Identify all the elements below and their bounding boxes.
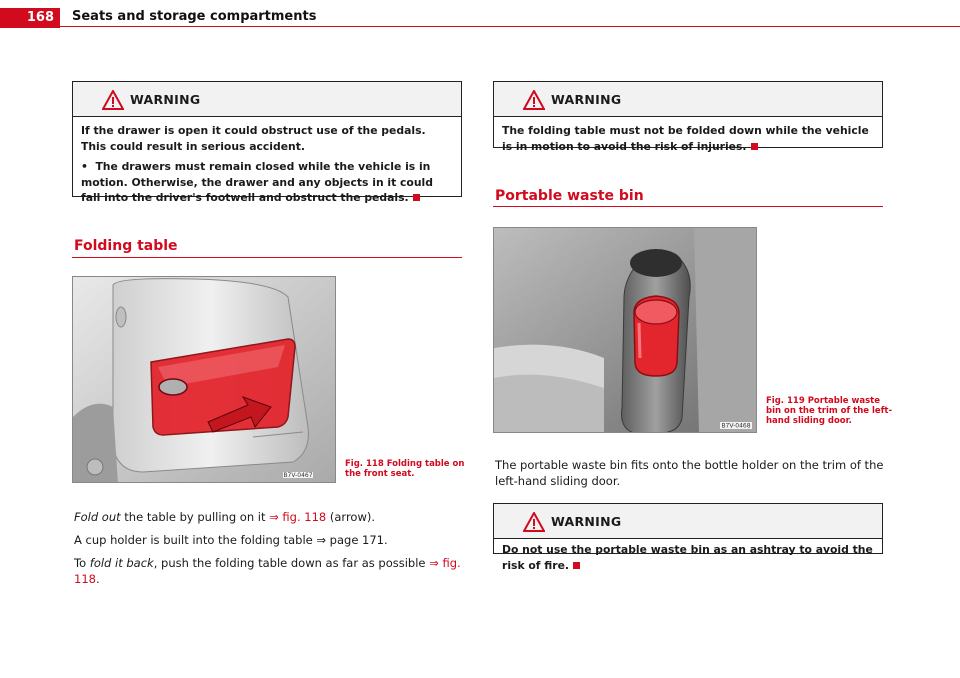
warning-triangle-icon <box>102 90 124 110</box>
caption-line: bin on the trim of the left- <box>766 406 892 416</box>
warning-body <box>494 539 882 579</box>
paragraph-cup-holder: A cup holder is built into the folding table ⇒ page 171. <box>74 533 388 547</box>
arrow-ref-icon: ⇒ <box>429 556 439 570</box>
figure-link[interactable]: fig. 118 <box>74 556 461 586</box>
warning-box-folding-table <box>493 81 883 153</box>
end-marker-icon <box>413 194 420 201</box>
section-title-folding-table: Folding table <box>74 238 178 254</box>
folding-table-illustration <box>73 277 336 483</box>
section-rule <box>72 257 462 258</box>
page-link[interactable]: page 171. <box>329 533 388 547</box>
warning-paragraph: If the drawer is open it could obstruct use of the pedals. This could result in serious accident. <box>81 124 426 153</box>
folding-table-text <box>74 509 464 594</box>
warning-paragraph: Do not use the portable waste bin as an ashtray to avoid the risk of fire. <box>502 543 873 572</box>
paragraph-fold-back: To fold it back, push the folding table down as far as possible ⇒ fig. 118. <box>74 556 461 586</box>
warning-label: WARNING <box>130 92 201 107</box>
caption-line: Fig. 119 Portable waste <box>766 396 880 406</box>
warning-paragraph: The folding table must not be folded down while the vehicle is in motion to avoid the risk of injuries. <box>502 124 869 153</box>
page-number: 168 <box>0 8 60 28</box>
warning-box-drawer <box>72 81 462 204</box>
figure-code: B7V-0468 <box>721 422 751 430</box>
waste-bin-illustration <box>494 228 757 433</box>
warning-body <box>73 117 461 212</box>
figure-folding-table <box>72 276 336 483</box>
warning-triangle-icon <box>523 90 545 110</box>
figure-code: B7V-0467 <box>283 472 313 479</box>
warning-triangle-icon <box>523 512 545 532</box>
arrow-ref-icon: ⇒ <box>269 510 279 524</box>
figure-waste-bin <box>493 227 757 433</box>
emphasis: fold it back <box>89 556 154 570</box>
warning-header <box>73 82 461 117</box>
paragraph-waste-bin: The portable waste bin fits onto the bottle holder on the trim of the left-hand sliding door. <box>495 458 884 488</box>
arrow-ref-icon: ⇒ <box>316 533 327 547</box>
end-marker-icon <box>573 562 580 569</box>
end-marker-icon <box>751 143 758 150</box>
bullet-icon: • <box>81 160 88 173</box>
warning-label: WARNING <box>551 514 622 529</box>
caption-line: the front seat. <box>345 469 415 479</box>
paragraph-fold-out: Fold out the table by pulling on it ⇒ fig. 118 (arrow). <box>74 510 376 524</box>
warning-body <box>494 117 882 160</box>
header-rule <box>60 26 960 27</box>
section-title-waste-bin: Portable waste bin <box>495 188 644 204</box>
emphasis: Fold out <box>74 510 121 524</box>
figure-caption-118 <box>345 459 464 479</box>
section-rule <box>493 206 883 207</box>
caption-line: Fig. 118 Folding table on <box>345 459 465 469</box>
page-header-title: Seats and storage compartments <box>72 9 317 24</box>
warning-bullet-paragraph <box>81 159 453 206</box>
figure-link[interactable]: fig. 118 <box>282 510 327 524</box>
warning-label: WARNING <box>551 92 622 107</box>
figure-caption-119 <box>766 396 892 426</box>
warning-box-waste-bin <box>493 503 883 572</box>
warning-header <box>494 504 882 539</box>
caption-line: hand sliding door. <box>766 416 852 426</box>
warning-bullet-text: The drawers must remain closed while the vehicle is in motion. Otherwise, the drawer and any objects in it could fall into the driver's footwell and obstruct the pedals. <box>81 160 433 204</box>
warning-header <box>494 82 882 117</box>
waste-bin-text <box>495 457 885 496</box>
